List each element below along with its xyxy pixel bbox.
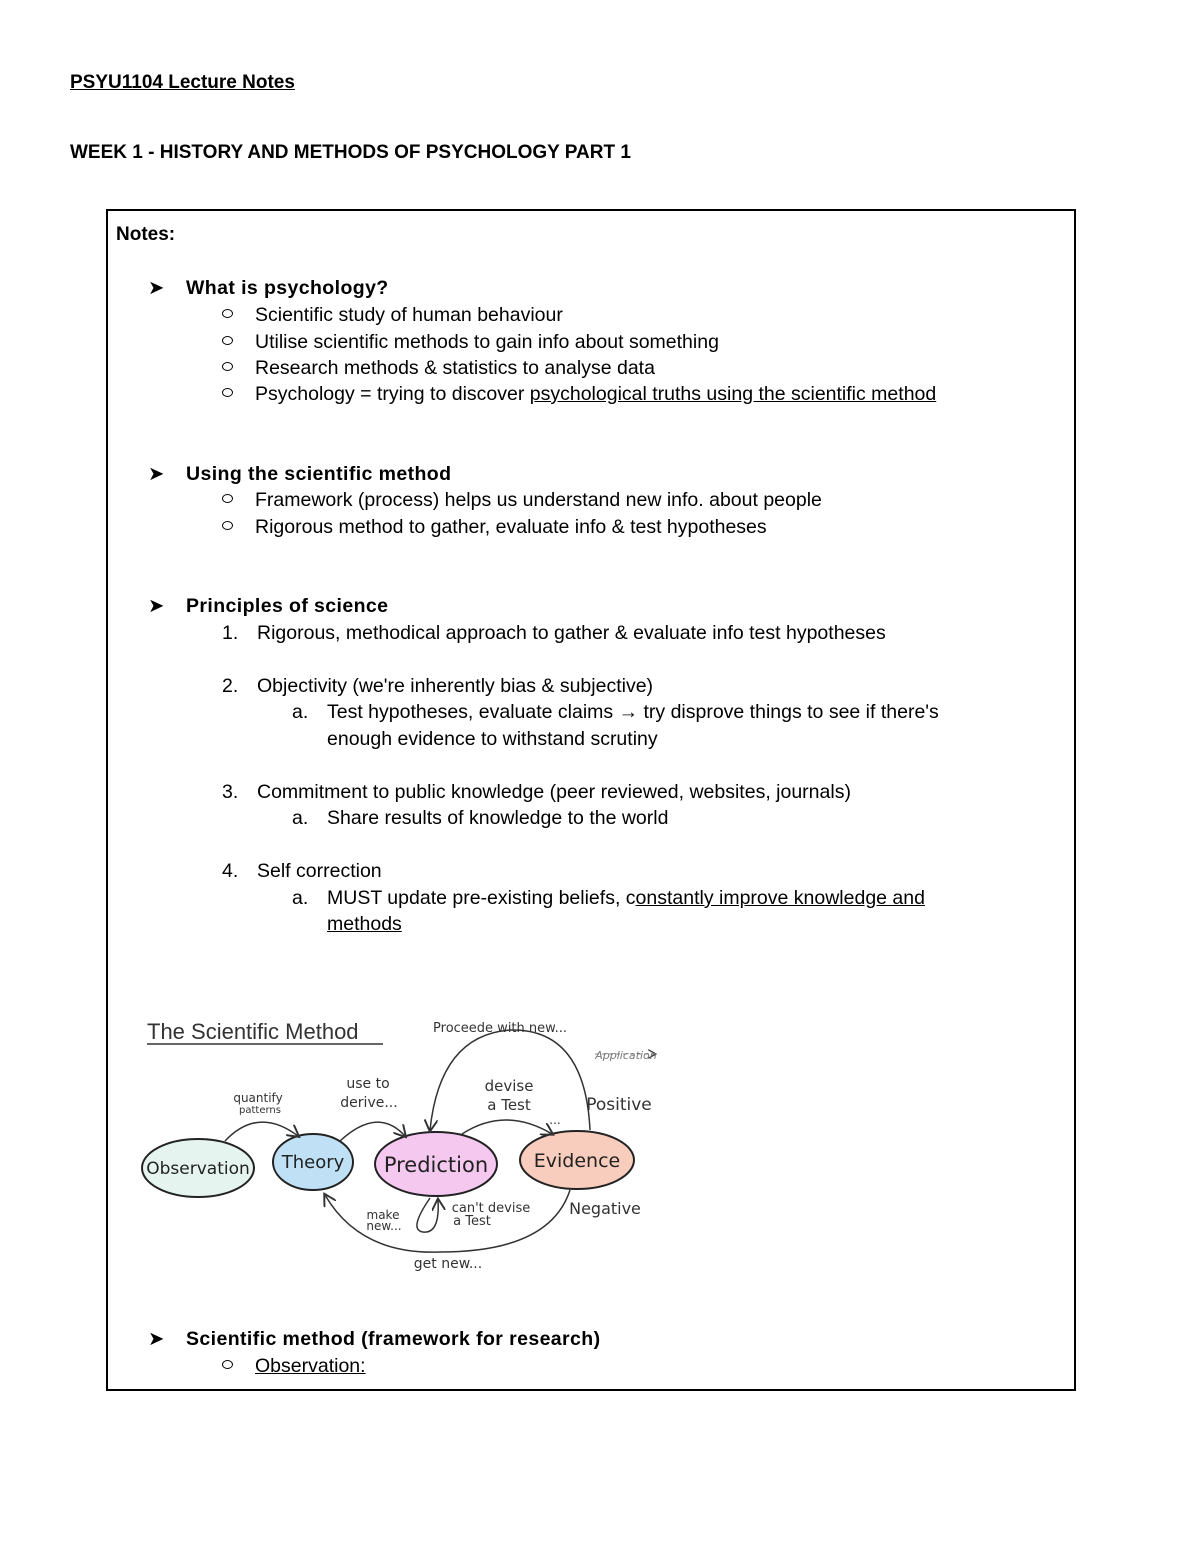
label-dots: ... (549, 1113, 561, 1127)
list-item-text: Observation: (255, 1355, 366, 1377)
label-a-test-2: a Test (453, 1214, 491, 1229)
circle-bullet-icon (222, 388, 233, 397)
arrow-bullet-icon: ➤ (148, 595, 165, 617)
list-item-text: Framework (process) helps us understand new info. about people (255, 489, 822, 511)
numbered-item (222, 779, 851, 805)
heading-scientific-method-framework (148, 1326, 601, 1352)
circle-bullet-icon (222, 521, 233, 530)
sub-item (292, 805, 668, 831)
item-number: 2. (222, 675, 239, 697)
list-item (222, 487, 822, 513)
arrow-get-new (325, 1190, 570, 1252)
label-new: new... (366, 1219, 402, 1233)
label-application: Application (595, 1049, 657, 1062)
sub-item-continuation: methods (327, 913, 402, 935)
observation-label: Observation (146, 1159, 250, 1179)
circle-bullet-icon (222, 362, 233, 371)
label-negative: Negative (569, 1199, 641, 1218)
heading-text: Scientific method (framework for research) (186, 1328, 601, 1350)
item-number: 4. (222, 860, 239, 882)
list-item-text: Research methods & statistics to analyse data (255, 357, 655, 379)
list-item (222, 514, 767, 540)
list-item (222, 329, 719, 355)
list-item (222, 1353, 366, 1379)
numbered-item (222, 858, 382, 884)
label-make: make (366, 1208, 400, 1222)
item-text: Self correction (257, 860, 382, 882)
item-text: Rigorous, methodical approach to gather & evaluate info test hypotheses (257, 622, 886, 644)
circle-bullet-icon (222, 309, 233, 318)
heading-using-scientific-method (148, 461, 451, 487)
heading-principles-of-science (148, 593, 388, 619)
theory-label: Theory (281, 1152, 345, 1173)
item-text: Objectivity (we're inherently bias & subjective) (257, 675, 654, 697)
label-cant-devise: can't devise (451, 1201, 531, 1216)
list-item-text: Scientific study of human behaviour (255, 304, 563, 326)
sub-item (292, 885, 925, 911)
item-text: Share results of knowledge to the world (327, 807, 669, 829)
sub-item (292, 699, 939, 725)
circle-bullet-icon (222, 1360, 233, 1369)
label-proceed-with-new: Proceede with new... (433, 1021, 567, 1036)
item-number: 3. (222, 781, 239, 803)
circle-bullet-icon (222, 336, 233, 345)
arrow-bullet-icon: ➤ (148, 277, 165, 299)
list-item (222, 381, 936, 407)
evidence-label: Evidence (533, 1150, 621, 1172)
label-derive: derive... (340, 1095, 398, 1111)
arrow-make-new-loop (417, 1198, 438, 1232)
item-letter: a. (292, 887, 309, 909)
numbered-item (222, 673, 653, 699)
label-get-new: get new... (413, 1256, 483, 1272)
underlined-text: onstantly improve knowledge and (635, 887, 925, 909)
label-a-test: a Test (487, 1096, 531, 1114)
label-positive: Positive (586, 1095, 652, 1115)
diagram-title: The Scientific Method (147, 1019, 359, 1044)
heading-text: Principles of science (186, 595, 389, 617)
heading-text: Using the scientific method (186, 463, 452, 485)
sub-item-continuation: enough evidence to withstand scrutiny (327, 728, 658, 750)
scientific-method-diagram (140, 1010, 680, 1280)
label-use-to: use to (346, 1076, 390, 1092)
underlined-text: psychological truths using the scientific method (529, 383, 937, 405)
document-title: PSYU1104 Lecture Notes (70, 72, 295, 93)
item-letter: a. (292, 807, 309, 829)
week-title: WEEK 1 - HISTORY AND METHODS OF PSYCHOLOGY PART 1 (70, 142, 631, 163)
arrow-bullet-icon: ➤ (148, 463, 165, 485)
notes-label: Notes: (116, 224, 176, 245)
circle-bullet-icon (222, 494, 233, 503)
list-item-text: Utilise scientific methods to gain info about something (255, 331, 719, 353)
item-text: Test hypotheses, evaluate claims → try disprove things to see if there's (327, 701, 939, 723)
item-text: Commitment to public knowledge (peer reviewed, websites, journals) (257, 781, 851, 803)
list-item (222, 302, 563, 328)
item-number: 1. (222, 622, 239, 644)
list-item-text: Rigorous method to gather, evaluate info & test hypotheses (255, 516, 767, 538)
label-devise: devise (484, 1077, 534, 1095)
numbered-item (222, 620, 886, 646)
label-quantify: quantify (233, 1091, 283, 1105)
list-item-text: Psychology = trying to discover (255, 383, 530, 405)
arrow-observation-theory (225, 1122, 298, 1141)
arrow-theory-prediction (340, 1122, 405, 1141)
heading-what-is-psychology (148, 275, 389, 301)
arrow-bullet-icon: ➤ (148, 1328, 165, 1350)
item-text: MUST update pre-existing beliefs, c (327, 887, 636, 909)
arrow-prediction-evidence (462, 1120, 552, 1134)
item-letter: a. (292, 701, 309, 723)
label-patterns: patterns (239, 1105, 281, 1116)
list-item (222, 355, 655, 381)
heading-text: What is psychology? (186, 277, 389, 299)
prediction-label: Prediction (383, 1153, 489, 1177)
